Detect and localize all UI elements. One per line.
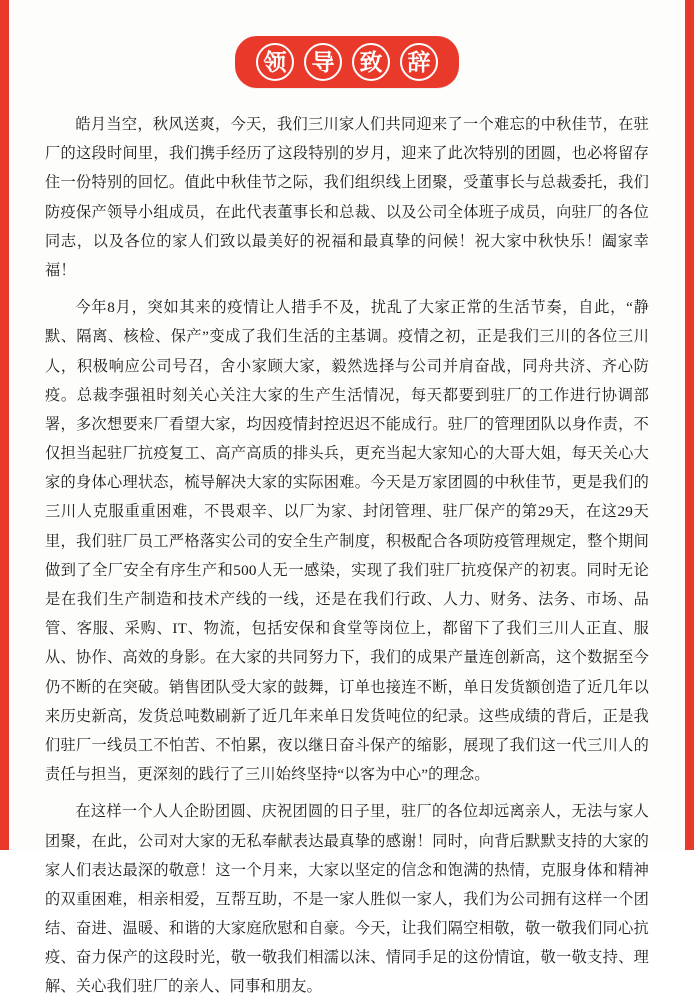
paragraph-2: 今年8月，突如其来的疫情让人措手不及，扰乱了大家正常的生活节奏，自此，“静默、隔离、核检、保产”变成了我们生活的主基调。疫情之初，正是我们三川的各位三川人，积极响应公司号召，舍小家顾大家，毅然选择与公司并肩奋战，同舟共济、齐心防疫。总裁李强祖时刻关心关注大家的生产生活情况，每天都要到驻厂的工作进行协调部署，多次想要来厂看望大家，均因疫情封控迟迟不能成行。驻厂的管理团队以身作责，不仅担当起驻厂抗疫复工、高产高质的排头兵，更充当起大家知心的大哥大姐，每天关心大家的身体心理状态，梳导解决大家的实际困难。今天是万家团圆的中秋佳节，更是我们的三川人克服重重困难，不畏艰辛、以厂为家、封闭管理、驻厂保产的第29天，在这29天里，我们驻厂员工严格落实公司的安全生产制度，积极配合各项防疫管理规定，整个期间做到了全厂安全有序生产和500人无一感染，实现了我们驻厂抗疫保产的初衷。同时无论是在我们生产制造和技术产线的一线，还是在我们行政、人力、财务、法务、市场、品管、客服、采购、IT、物流，包括安保和食堂等岗位上，都留下了我们三川人正直、服从、协作、高效的身影。在大家的共同努力下，我们的成果产量连创新高，这个数据至今仍不断的在突破。销售团队受大家的鼓舞，订单也接连不断，单日发货额创造了近几年以来历史新高，发货总吨数刷新了近几年来单日发货吨位的纪录。这些成绩的背后，正是我们驻厂一线员工不怕苦、不怕累，夜以继日奋斗保产的缩影，展现了我们这一代三川人的责任与担当，更深刻的践行了三川始终坚持“以客为中心”的理念。: [45, 299, 649, 784]
title-banner-wrap: [31, 0, 663, 110]
paragraph-3: 在这样一个人人企盼团圆、庆祝团圆的日子里，驻厂的各位却远离亲人，无法与家人团聚，在此，公司对大家的无私奉献表达最真挚的感谢！同时，向背后默默支持的大家的家人们表达最深的敬意！这一个月来，大家以坚定的信念和饱满的热情，克服身体和精神的双重困难，相亲相爱，互帮互助，不是一家人胜似一家人，我们为公司拥有这样一个团结、奋进、温暖、和谐的大家庭欣慰和自豪。今天，让我们隔空相敬，敬一敬我们同心抗疫、奋力保产的这段时光，敬一敬我们相濡以沫、情同手足的这份情谊，敬一敬支持、理解、关心我们驻厂的亲人、同事和朋友。: [45, 803, 649, 996]
title-banner: [235, 36, 459, 88]
document-inner: [9, 0, 685, 996]
title-char-1: 领: [256, 43, 294, 81]
document-body: [31, 110, 663, 1002]
title-char-2: 导: [304, 43, 342, 81]
paragraph-1: 皓月当空，秋风送爽，今天，我们三川家人们共同迎来了一个难忘的中秋佳节，在驻厂的这段时间里，我们携手经历了这段特别的岁月，迎来了此次特别的团圆，也必将留存住一份特别的回忆。值此中秋佳节之际，我们组织线上团聚，受董事长与总裁委托，我们防疫保产领导小组成员，在此代表董事长和总裁、以及公司全体班子成员，向驻厂的各位同志，以及各位的家人们致以最美好的祝福和最真挚的问候！祝大家中秋快乐！阖家幸福！: [45, 116, 649, 279]
title-char-4: 辞: [400, 43, 438, 81]
title-char-3: 致: [352, 43, 390, 81]
